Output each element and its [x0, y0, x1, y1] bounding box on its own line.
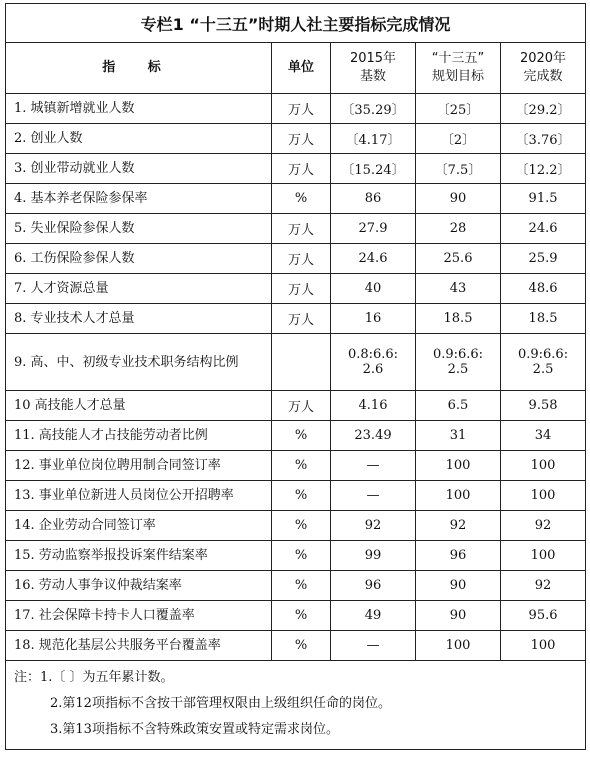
unit-cell: 万人	[272, 391, 331, 421]
actual-2020-cell: 91.5	[501, 184, 586, 214]
base-2015-cell: 86	[331, 184, 416, 214]
actual-2020-cell: 24.6	[501, 214, 586, 244]
indicator-name: 17. 社会保障卡持卡人口覆盖率	[6, 601, 272, 631]
actual-2020-cell: 100	[501, 631, 586, 661]
base-2015-cell: 23.49	[331, 421, 416, 451]
note-line: 3.第13项指标不含特殊政策安置或特定需求岗位。	[50, 722, 339, 737]
header-2015-base: 2015年 基数	[331, 43, 416, 94]
unit-cell: 万人	[272, 244, 331, 274]
header-2020-actual: 2020年 完成数	[501, 43, 586, 94]
table-row	[6, 511, 586, 541]
base-2015-cell: 〔4.17〕	[331, 124, 416, 154]
actual-2020-cell: 0.9:6.6: 2.5	[501, 334, 586, 391]
table-row	[6, 154, 586, 184]
target-cell: 100	[416, 451, 501, 481]
base-2015-cell: —	[331, 481, 416, 511]
actual-2020-cell: 95.6	[501, 601, 586, 631]
table-row	[6, 481, 586, 511]
table-row	[6, 334, 586, 391]
base-2015-cell: 〔35.29〕	[331, 94, 416, 124]
base-2015-cell: 40	[331, 274, 416, 304]
unit-cell: %	[272, 481, 331, 511]
note-line: 注：1.〔 〕为五年累计数。	[14, 670, 174, 685]
unit-cell: %	[272, 451, 331, 481]
indicator-name: 18. 规范化基层公共服务平台覆盖率	[6, 631, 272, 661]
table-row	[6, 571, 586, 601]
unit-cell	[272, 334, 331, 391]
actual-2020-cell: 100	[501, 481, 586, 511]
unit-cell: 万人	[272, 94, 331, 124]
table-row	[6, 421, 586, 451]
table-row	[6, 304, 586, 334]
indicator-name: 14. 企业劳动合同签订率	[6, 511, 272, 541]
indicator-name: 3. 创业带动就业人数	[6, 154, 272, 184]
actual-2020-cell: 25.9	[501, 244, 586, 274]
base-2015-cell: 49	[331, 601, 416, 631]
indicator-table	[5, 3, 586, 750]
unit-cell: 万人	[272, 214, 331, 244]
indicator-name: 10 高技能人才总量	[6, 391, 272, 421]
base-2015-cell: 4.16	[331, 391, 416, 421]
indicator-name: 12. 事业单位岗位聘用制合同签订率	[6, 451, 272, 481]
unit-cell: %	[272, 571, 331, 601]
target-cell: 100	[416, 631, 501, 661]
indicator-name: 9. 高、中、初级专业技术职务结构比例	[6, 334, 272, 391]
actual-2020-cell: 18.5	[501, 304, 586, 334]
table-row	[6, 631, 586, 661]
target-cell: 96	[416, 541, 501, 571]
target-cell: 〔2〕	[416, 124, 501, 154]
indicator-name: 7. 人才资源总量	[6, 274, 272, 304]
target-cell: 31	[416, 421, 501, 451]
table-row	[6, 541, 586, 571]
header-plan-target: “十三五” 规划目标	[416, 43, 501, 94]
target-cell: 0.9:6.6: 2.5	[416, 334, 501, 391]
target-cell: 〔25〕	[416, 94, 501, 124]
base-2015-cell: 92	[331, 511, 416, 541]
indicator-name: 1. 城镇新增就业人数	[6, 94, 272, 124]
table-title: 专栏1 “十三五”时期人社主要指标完成情况	[6, 4, 586, 43]
notes	[6, 661, 586, 750]
indicator-name: 6. 工伤保险参保人数	[6, 244, 272, 274]
target-cell: 90	[416, 571, 501, 601]
actual-2020-cell: 48.6	[501, 274, 586, 304]
indicator-name: 2. 创业人数	[6, 124, 272, 154]
indicator-name: 4. 基本养老保险参保率	[6, 184, 272, 214]
actual-2020-cell: 34	[501, 421, 586, 451]
table-row	[6, 391, 586, 421]
target-cell: 90	[416, 601, 501, 631]
unit-cell: 万人	[272, 274, 331, 304]
base-2015-cell: 24.6	[331, 244, 416, 274]
base-2015-cell: —	[331, 451, 416, 481]
actual-2020-cell: 〔12.2〕	[501, 154, 586, 184]
base-2015-cell: 27.9	[331, 214, 416, 244]
target-cell: 18.5	[416, 304, 501, 334]
base-2015-cell: 〔15.24〕	[331, 154, 416, 184]
table-body	[6, 94, 586, 661]
actual-2020-cell: 100	[501, 451, 586, 481]
target-cell: 28	[416, 214, 501, 244]
unit-cell: 万人	[272, 154, 331, 184]
actual-2020-cell: 92	[501, 511, 586, 541]
table-row	[6, 214, 586, 244]
actual-2020-cell: 9.58	[501, 391, 586, 421]
target-cell: 92	[416, 511, 501, 541]
actual-2020-cell: 100	[501, 541, 586, 571]
header-unit: 单位	[272, 43, 331, 94]
target-cell: 〔7.5〕	[416, 154, 501, 184]
indicator-name: 5. 失业保险参保人数	[6, 214, 272, 244]
header-row	[6, 43, 586, 94]
indicator-name: 15. 劳动监察举报投诉案件结案率	[6, 541, 272, 571]
indicator-name: 16. 劳动人事争议仲裁结案率	[6, 571, 272, 601]
target-cell: 100	[416, 481, 501, 511]
unit-cell: 万人	[272, 124, 331, 154]
actual-2020-cell: 〔29.2〕	[501, 94, 586, 124]
base-2015-cell: —	[331, 631, 416, 661]
note-line: 2.第12项指标不含按干部管理权限由上级组织任命的岗位。	[50, 696, 391, 711]
base-2015-cell: 16	[331, 304, 416, 334]
table-row	[6, 451, 586, 481]
table-row	[6, 184, 586, 214]
target-cell: 90	[416, 184, 501, 214]
unit-cell: %	[272, 421, 331, 451]
header-indicator: 指 标	[6, 43, 272, 94]
unit-cell: %	[272, 184, 331, 214]
unit-cell: %	[272, 511, 331, 541]
table-row	[6, 601, 586, 631]
unit-cell: %	[272, 601, 331, 631]
indicator-name: 13. 事业单位新进人员岗位公开招聘率	[6, 481, 272, 511]
table-row	[6, 94, 586, 124]
target-cell: 25.6	[416, 244, 501, 274]
target-cell: 6.5	[416, 391, 501, 421]
table-row	[6, 124, 586, 154]
actual-2020-cell: 92	[501, 571, 586, 601]
indicator-name: 11. 高技能人才占技能劳动者比例	[6, 421, 272, 451]
indicator-name: 8. 专业技术人才总量	[6, 304, 272, 334]
unit-cell: %	[272, 631, 331, 661]
base-2015-cell: 0.8:6.6: 2.6	[331, 334, 416, 391]
actual-2020-cell: 〔3.76〕	[501, 124, 586, 154]
table-row	[6, 244, 586, 274]
unit-cell: 万人	[272, 304, 331, 334]
unit-cell: %	[272, 541, 331, 571]
table-row	[6, 274, 586, 304]
base-2015-cell: 99	[331, 541, 416, 571]
base-2015-cell: 96	[331, 571, 416, 601]
target-cell: 43	[416, 274, 501, 304]
